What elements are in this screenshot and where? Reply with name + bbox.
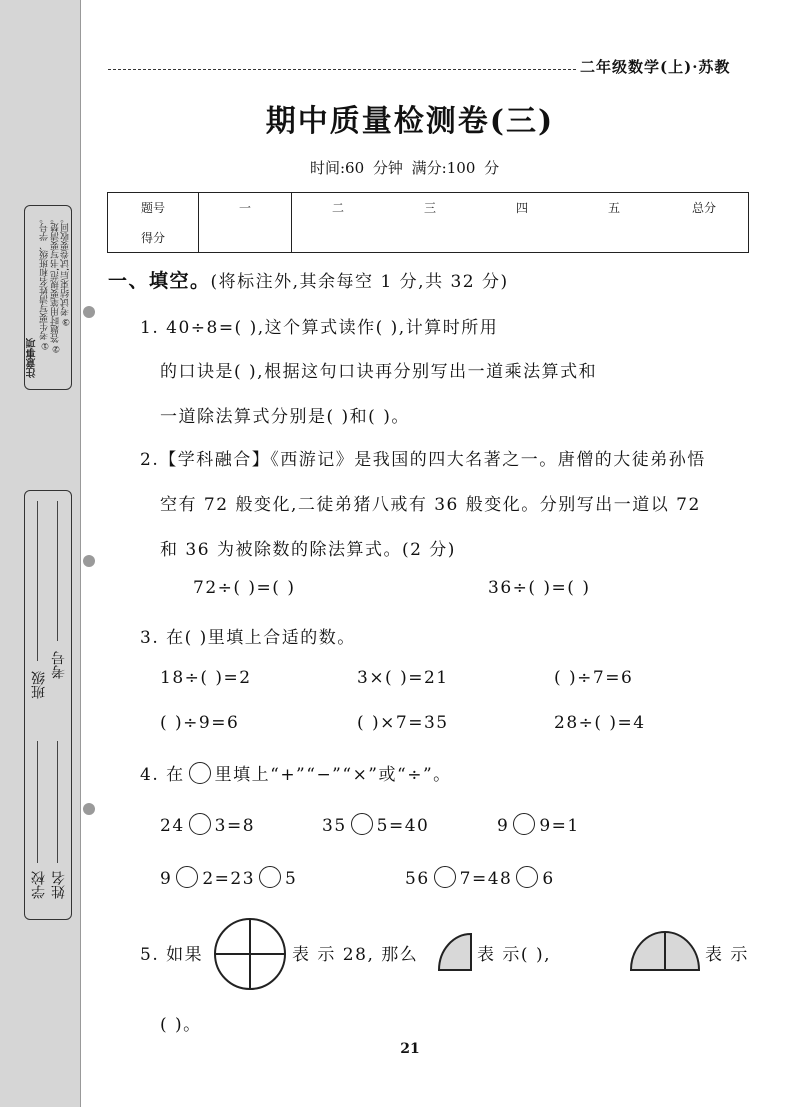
q3-equation: ( )×7=35 [357,713,449,733]
q4-operand: 3=8 [214,816,256,836]
blank-circle-icon [189,762,211,784]
score-table-header: 四 [515,201,528,216]
binding-hole [83,803,95,815]
q4-operand: 9=1 [539,816,580,836]
class-line [37,501,38,661]
notice-line-1: ①考生要写清姓名和班级、学号。 [40,214,50,350]
q2-line-1: 2.【学科融合】《西游记》是我国的四大名著之一。唐僧的大徒弟孙悟 [140,450,706,470]
page-title: 期中质量检测卷(三) [265,104,555,139]
operator-circle[interactable] [176,866,198,888]
q4-operand: 9 [160,869,173,889]
q5-line-2: ( )。 [160,1015,202,1035]
notice-line-2: ②答题时用笔要规范,书写要清楚。 [51,214,61,353]
name-line [57,741,58,863]
q4-operand: 5=40 [376,816,430,836]
operator-circle[interactable] [516,866,538,888]
binding-hole [83,555,95,567]
section-1-heading [108,266,509,293]
notice-title: 注意事项 [27,338,38,378]
q1-line-3: 一道除法算式分别是( )和( )。 [160,407,410,427]
score-table-header: 五 [607,201,620,216]
score-cell[interactable] [199,223,292,253]
q4-equation [322,813,429,836]
q2-equation-2: 36÷( )=( ) [488,578,591,598]
q1-line-1: 1. 40÷8=( ),这个算式读作( ),计算时所用 [140,318,499,338]
q3-equation: 28÷( )=4 [554,713,646,733]
q4-operand: 6 [542,869,555,889]
q3-equation: 18÷( )=2 [160,668,252,688]
q4-line-1-prefix: 4. 在 [140,765,185,785]
notice-line-3: ③考试结束后,试卷要收回。 [61,214,71,326]
q5-text-3: 表 示( ), [477,945,551,965]
operator-circle[interactable] [434,866,456,888]
exam-number-label: 考号 [51,651,67,679]
score-table-header: 二 [331,201,344,216]
score-table-header: 三 [423,201,436,216]
q2-equation-1: 72÷( )=( ) [193,578,296,598]
time-info: 时间:60 分钟 满分:100 分 [310,159,500,177]
q4-line-1-suffix: 里填上“+”“−”“×”或“÷”。 [214,765,452,785]
q4-equation [160,866,297,889]
q4-equation [497,813,580,836]
q4-operand: 56 [405,869,430,889]
q2-line-2: 空有 72 般变化,二徒弟猪八戒有 36 般变化。分别写出一道以 72 [160,495,701,515]
section-1-title: 一、填空。 [108,270,211,292]
operator-circle[interactable] [189,813,211,835]
operator-circle[interactable] [513,813,535,835]
score-row-label: 得分 [108,223,199,253]
operator-circle[interactable] [259,866,281,888]
full-circle-quarters-icon [213,917,287,991]
operator-circle[interactable] [351,813,373,835]
class-label: 班级 [31,671,47,699]
q1-line-2: 的口诀是( ),根据这句口诀再分别写出一道乘法算式和 [160,362,598,382]
q5-text-1: 5. 如果 [140,945,204,965]
q3-equation: 3×( )=21 [357,668,449,688]
q3-equation: ( )÷9=6 [160,713,240,733]
q5-text-2: 表 示 28, 那么 [292,945,419,965]
score-table-header: 题号 [108,193,199,223]
score-cell[interactable] [292,223,749,253]
q3-equation: ( )÷7=6 [554,668,634,688]
binding-strip [0,0,81,1107]
q3-line-1: 3. 在( )里填上合适的数。 [140,628,356,648]
q4-equation [405,866,555,889]
q4-operand: 9 [497,816,510,836]
q4-operand: 35 [322,816,347,836]
school-label: 学校 [31,871,47,899]
section-1-note: (将标注外,其余每空 1 分,共 32 分) [210,272,509,292]
score-table-header: 总分 [691,201,716,216]
q4-operand: 5 [285,869,298,889]
school-line [37,741,38,863]
q5-text-4: 表 示 [705,945,749,965]
q4-operand: 2=23 [202,869,256,889]
page-number: 21 [400,1041,420,1057]
q4-operand: 24 [160,816,185,836]
q4-line-1 [140,760,452,785]
q4-equation [160,813,255,836]
notice-box [24,205,72,390]
name-label: 姓名 [51,871,67,899]
q4-operand: 7=48 [459,869,513,889]
exam-number-line [57,501,58,641]
header-dashed-line [108,69,576,70]
student-info-box [24,490,72,920]
score-table-header: 一 [199,193,292,223]
score-table [107,192,749,253]
binding-hole [83,306,95,318]
half-circle-icon [629,930,701,972]
q2-line-3: 和 36 为被除数的除法算式。(2 分) [160,540,456,560]
quarter-circle-icon [437,932,473,972]
grade-subject: 二年级数学(上)·苏教 [580,58,731,76]
